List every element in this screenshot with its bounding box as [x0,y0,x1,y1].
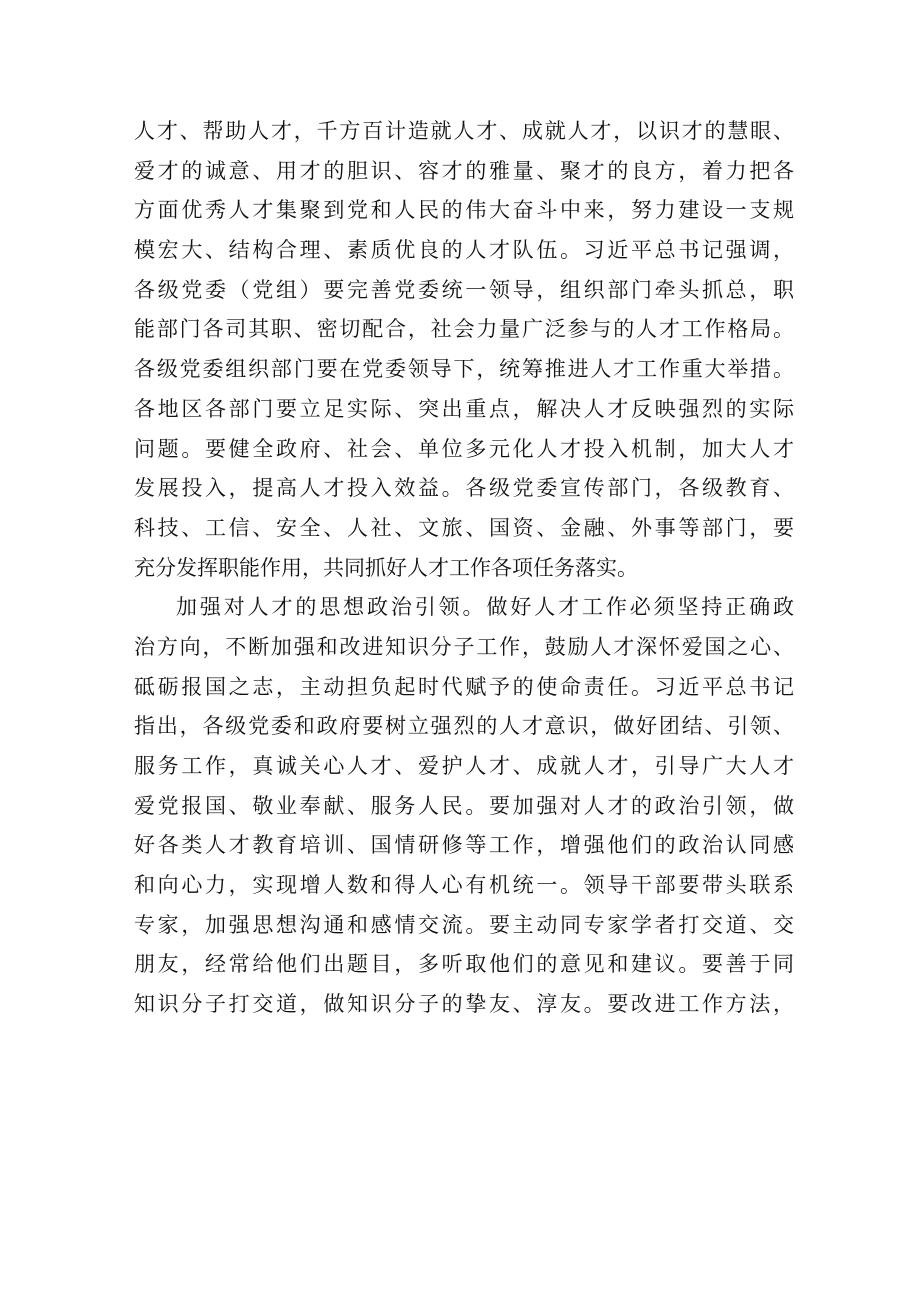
text-line: 人才、帮助人才，千方百计造就人才、成就人才，以识才的慧眼、 [134,119,794,143]
text-line: 爱才的诚意、用才的胆识、容才的雅量、聚才的良方，着力把各 [134,158,794,183]
paragraph-start-line: 加强对人才的思想政治引领。做好人才工作必须坚持正确政 [176,595,794,620]
text-line: 方面优秀人才集聚到党和人民的伟大奋斗中来，努力建设一支规 [134,198,794,223]
text-line: 和向心力，实现增人数和得人心有机统一。领导干部要带头联系 [134,873,794,898]
text-line: 爱党报国、敬业奉献、服务人民。要加强对人才的政治引领，做 [134,793,794,818]
text-line: 各地区各部门要立足实际、突出重点，解决人才反映强烈的实际 [134,396,794,421]
text-line: 治方向，不断加强和改进知识分子工作，鼓励人才深怀爱国之心、 [134,634,794,659]
body-text [134,112,794,1025]
text-line: 科技、工信、安全、人社、文旅、国资、金融、外事等部门，要 [134,515,794,540]
text-line: 各级党委（党组）要完善党委统一领导，组织部门牵头抓总，职 [134,277,794,302]
text-line: 好各类人才教育培训、国情研修等工作，增强他们的政治认同感 [134,833,794,858]
text-line: 朋友，经常给他们出题目，多听取他们的意见和建议。要善于同 [134,952,794,977]
text-line: 专家，加强思想沟通和感情交流。要主动同专家学者打交道、交 [134,912,794,937]
paragraph-end-line: 充分发挥职能作用，共同抓好人才工作各项任务落实。 [134,555,638,580]
text-line: 指出，各级党委和政府要树立强烈的人才意识，做好团结、引领、 [134,714,794,739]
text-line: 服务工作，真诚关心人才、爱护人才、成就人才，引导广大人才 [134,754,794,778]
text-line: 发展投入，提高人才投入效益。各级党委宣传部门，各级教育、 [134,476,794,501]
text-line: 砥砺报国之志，主动担负起时代赋予的使命责任。习近平总书记 [134,674,794,699]
text-line: 问题。要健全政府、社会、单位多元化人才投入机制，加大人才 [134,436,794,461]
text-line: 各级党委组织部门要在党委领导下，统筹推进人才工作重大举措。 [134,357,794,382]
text-line: 能部门各司其职、密切配合，社会力量广泛参与的人才工作格局。 [134,317,794,342]
text-line: 模宏大、结构合理、素质优良的人才队伍。习近平总书记强调， [134,238,794,263]
text-line: 知识分子打交道，做知识分子的挚友、淳友。要改进工作方法， [134,992,794,1017]
